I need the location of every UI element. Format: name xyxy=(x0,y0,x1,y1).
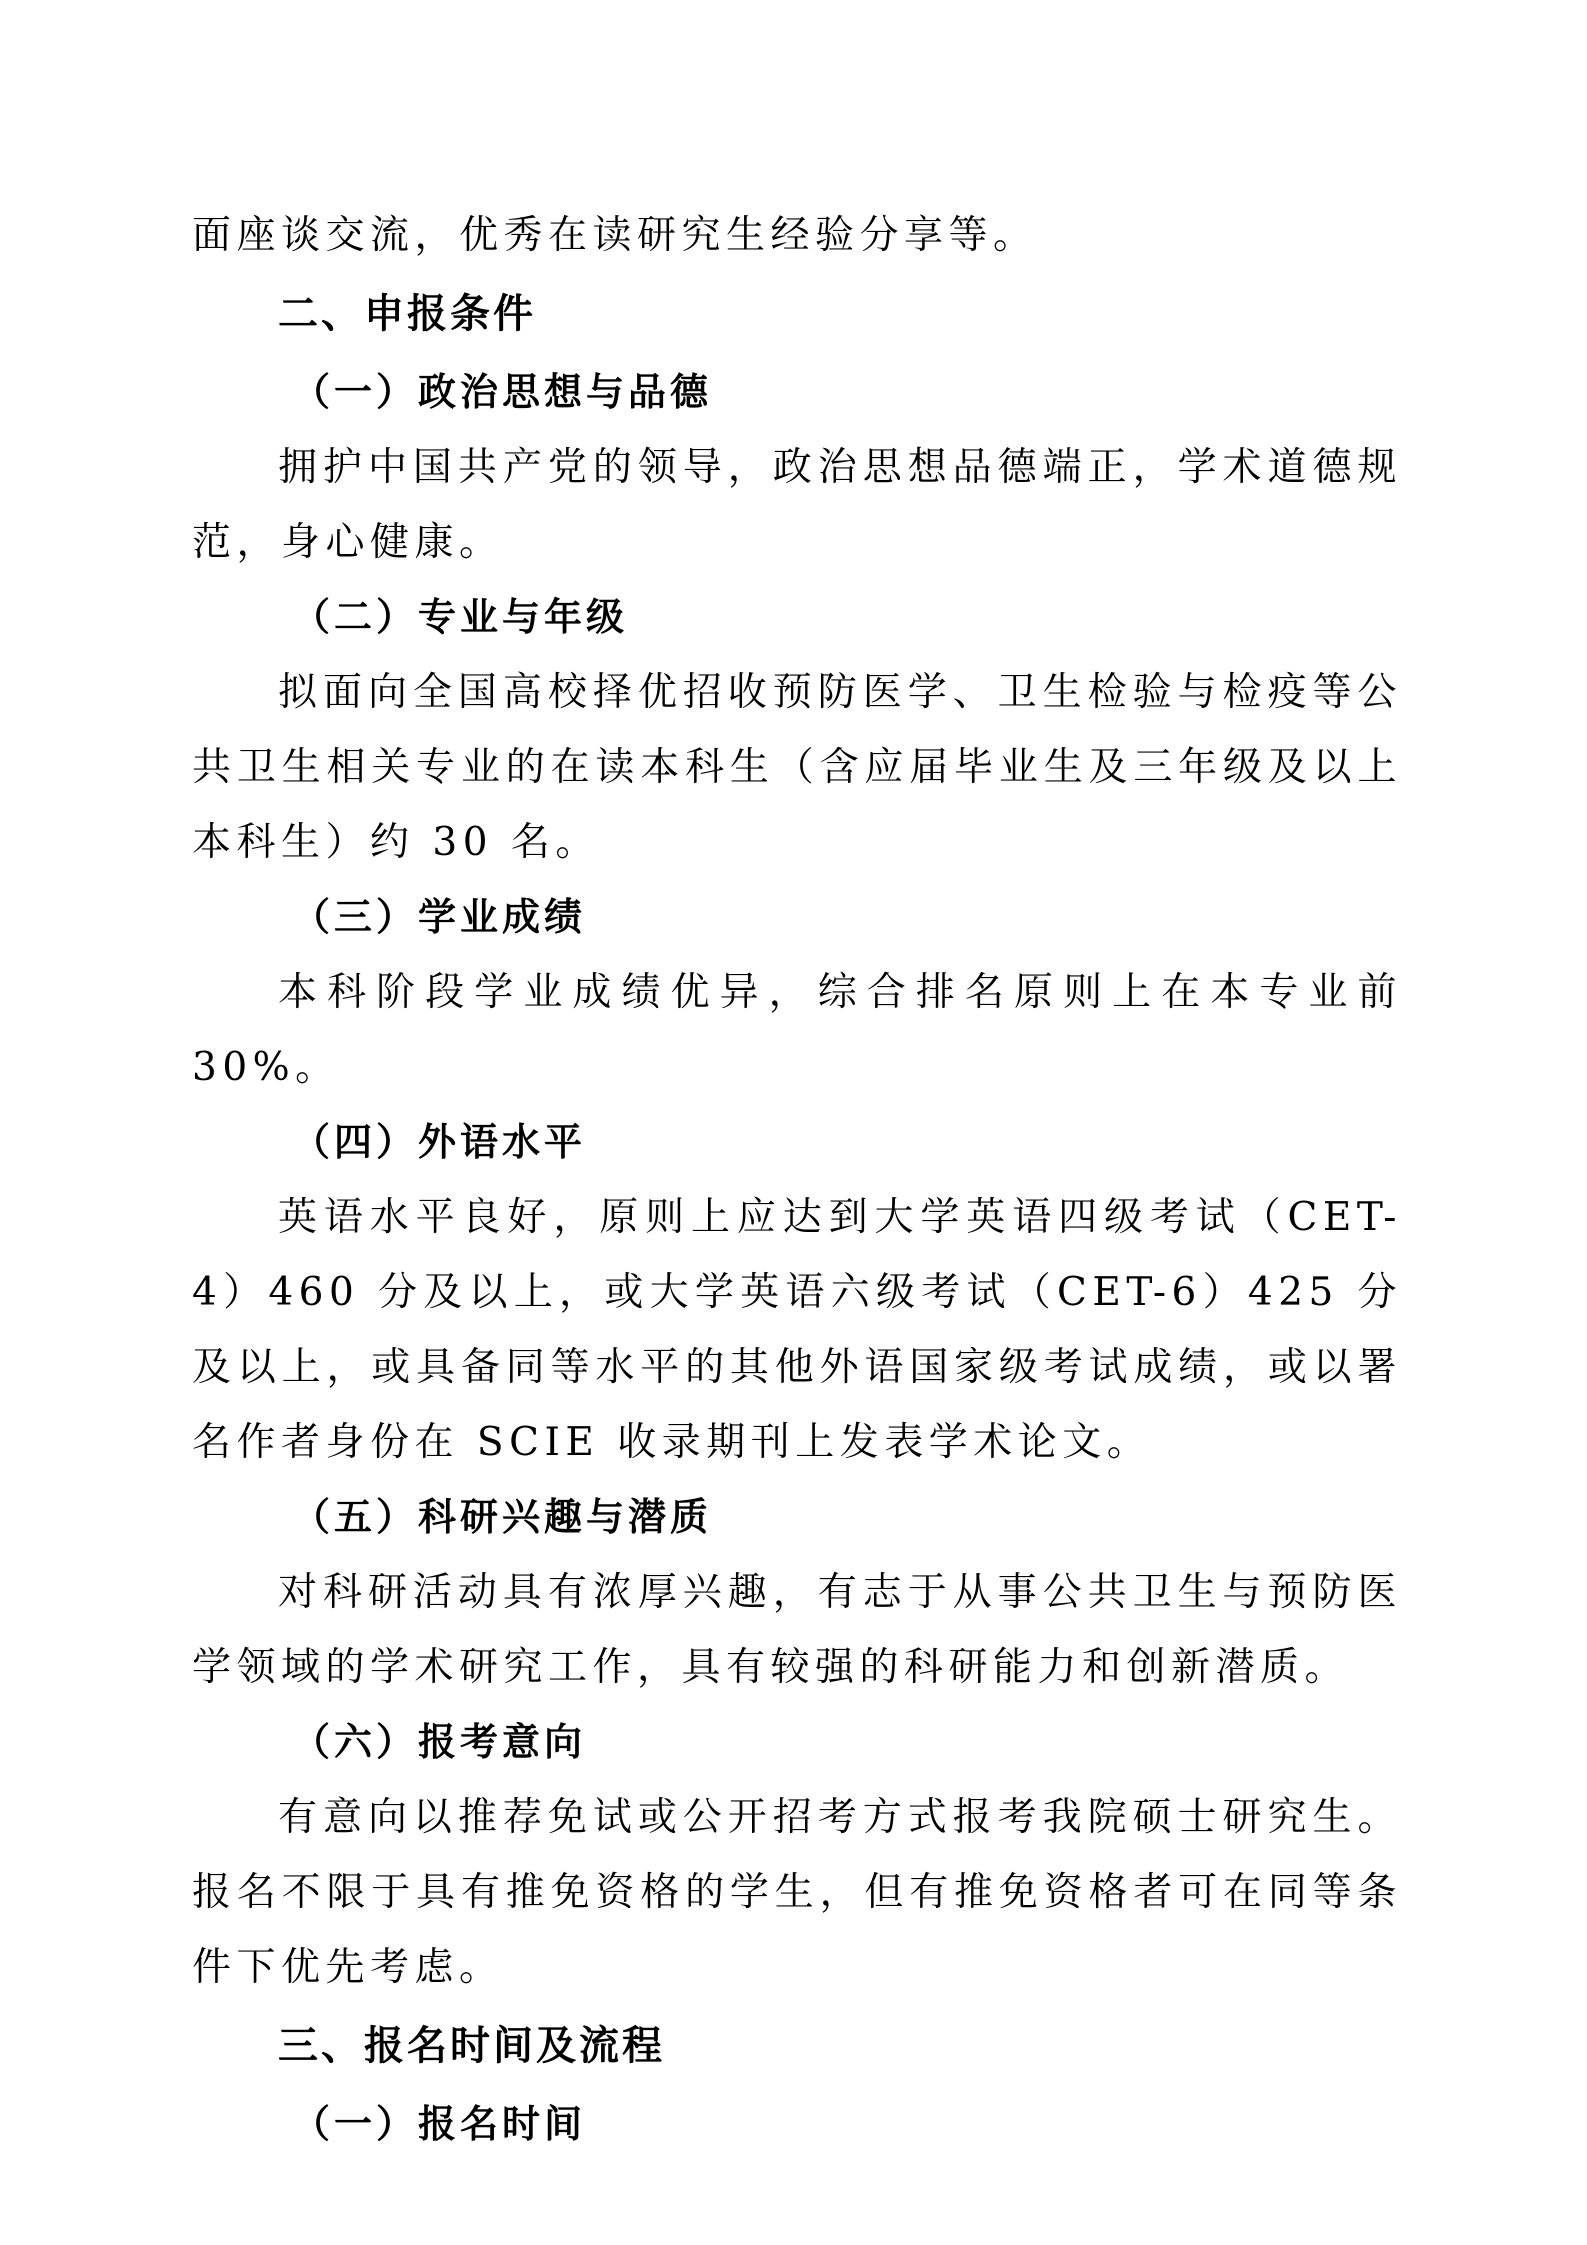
subsection-heading-foreign-language: （四）外语水平 xyxy=(292,1120,587,1164)
paragraph-major-grade: 拟面向全国高校择优招收预防医学、卫生检验与检疫等公共卫生相关专业的在读本科生（含应届毕业生及三年级及以上本科生）约 30 名。 xyxy=(192,670,1402,865)
subsection-heading-registration-time: （一）报名时间 xyxy=(292,2102,587,2146)
subsection-heading-research-interest: （五）科研兴趣与潜质 xyxy=(292,1495,713,1539)
subsection-heading-major-grade: （二）专业与年级 xyxy=(292,595,629,639)
paragraph-application-intention: 有意向以推荐免试或公开招考方式报考我院硕士研究生。报名不限于具有推免资格的学生，但有推免资格者可在同等条件下优先考虑。 xyxy=(192,1795,1402,1990)
subsection-heading-application-intention: （六）报考意向 xyxy=(292,1720,587,1764)
section-heading-registration-time-process: 三、报名时间及流程 xyxy=(278,2023,665,2069)
subsection-heading-political-ideology: （一）政治思想与品德 xyxy=(292,370,713,414)
paragraph-political-ideology: 拥护中国共产党的领导，政治思想品德端正，学术道德规范，身心健康。 xyxy=(192,445,1402,565)
section-heading-application-conditions: 二、申报条件 xyxy=(278,291,536,337)
paragraph-foreign-language: 英语水平良好，原则上应达到大学英语四级考试（CET-4）460 分及以上，或大学英语六级考试（CET-6）425 分及以上，或具备同等水平的其他外语国家级考试成绩，或以署名作者身份在 SCIE 收录期刊上发表学术论文。 xyxy=(192,1195,1402,1465)
document-body xyxy=(192,198,1402,2162)
paragraph-research-interest: 对科研活动具有浓厚兴趣，有志于从事公共卫生与预防医学领域的学术研究工作，具有较强的科研能力和创新潜质。 xyxy=(192,1570,1402,1690)
paragraph-continuation: 面座谈交流，优秀在读研究生经验分享等。 xyxy=(192,213,1038,258)
subsection-heading-academic-performance: （三）学业成绩 xyxy=(292,895,587,939)
paragraph-academic-performance: 本科阶段学业成绩优异，综合排名原则上在本专业前 30%。 xyxy=(192,970,1402,1090)
